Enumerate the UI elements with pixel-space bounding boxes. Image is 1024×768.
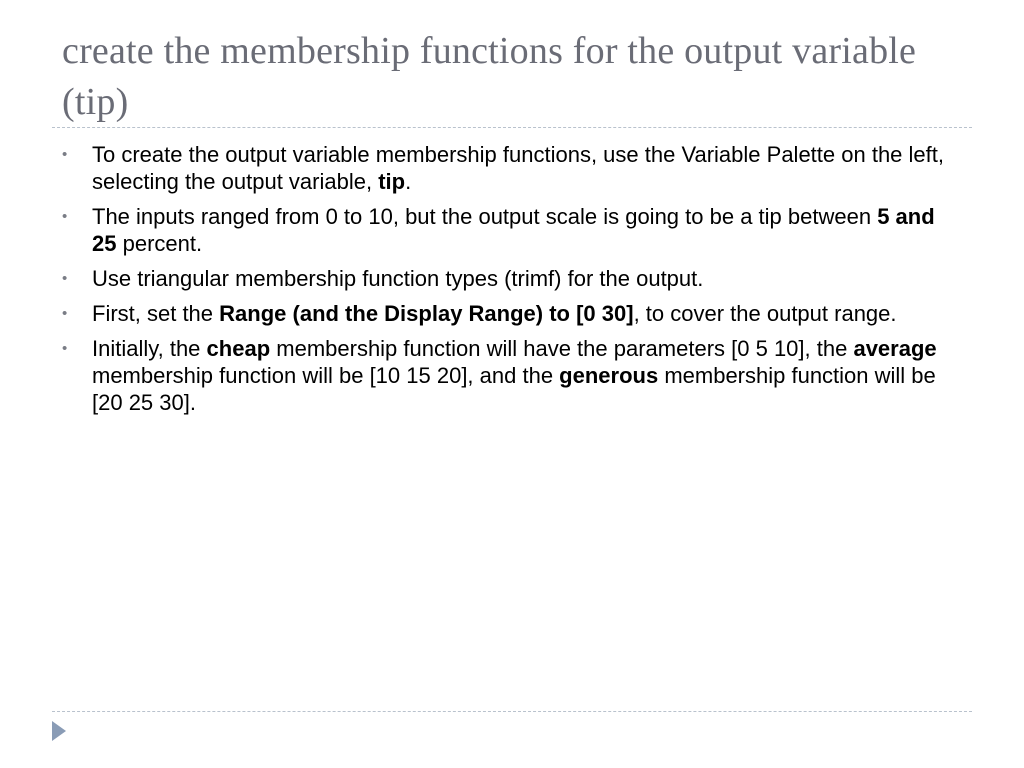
bullet-text-3-part-1: Use triangular membership function types (trimf) for the output. [92, 266, 704, 291]
bullet-text-5-part-1: Initially, the [92, 336, 207, 361]
bullet-text-2-part-1: The inputs ranged from 0 to 10, but the output scale is going to be a tip between [92, 204, 878, 229]
bullet-text-5-part-5: membership function will be [10 15 20], and the [92, 363, 560, 388]
bullet-text-1-part-3: . [405, 169, 412, 194]
bullet-text-2-part-3: percent. [116, 231, 203, 256]
bullet-marker: • [62, 270, 68, 287]
bullet-list [62, 141, 952, 424]
bullet-text-4-part-1: First, set the [92, 301, 220, 326]
bullet-text-5-part-3: membership function will have the parameters [0 5 10], the [270, 336, 854, 361]
bullet-marker: • [62, 208, 68, 225]
bullet-text-1-part-1: To create the output variable membership functions, use the Variable Palette on the left, selecting the output variable, [92, 142, 944, 194]
bullet-marker: • [62, 146, 68, 163]
bullet-text-5-bold-cheap: cheap [206, 336, 271, 361]
slide-title: create the membership functions for the output variable (tip) [62, 30, 917, 123]
bullet-item-2 [62, 203, 952, 257]
bullet-marker: • [62, 340, 68, 357]
play-triangle-icon[interactable] [52, 721, 66, 741]
bullet-text-5-part-7: membership function will be [20 25 30]. [92, 363, 936, 415]
bullet-text-2-bold-range: 5 and 25 [92, 204, 935, 256]
bullet-text-4-bold-range: Range (and the Display Range) to [0 30] [219, 301, 634, 326]
footer-divider [52, 711, 972, 712]
bullet-item-3 [62, 265, 952, 292]
bullet-text-5-bold-generous: generous [559, 363, 659, 388]
bullet-text-1-bold-tip: tip [378, 169, 406, 194]
bullet-item-4 [62, 300, 952, 327]
bullet-text-4-part-3: , to cover the output range. [633, 301, 897, 326]
bullet-item-5 [62, 335, 952, 416]
title-divider [52, 127, 972, 128]
bullet-text-5-bold-average: average [853, 336, 937, 361]
bullet-marker: • [62, 305, 68, 322]
bullet-item-1 [62, 141, 952, 195]
